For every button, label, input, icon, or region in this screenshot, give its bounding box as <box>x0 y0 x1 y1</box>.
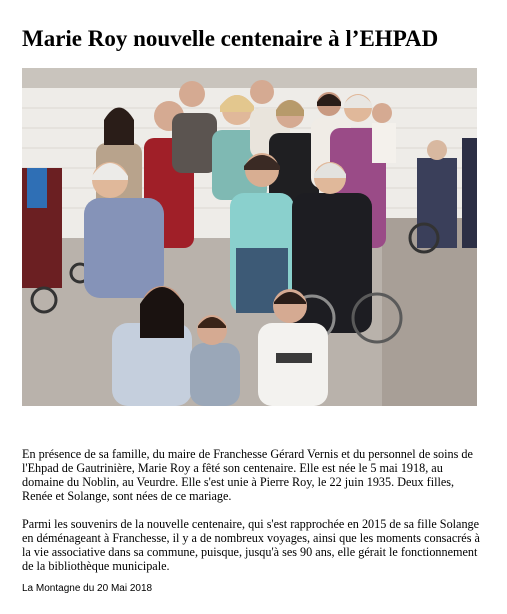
article-title: Marie Roy nouvelle centenaire à l’EHPAD <box>22 26 439 51</box>
article-source: La Montagne du 20 Mai 2018 <box>22 583 153 594</box>
article-paragraph-2: Parmi les souvenirs de la nouvelle centenaire, qui s'est rapprochée en 2015 de sa fille Solange en déménageant à Franchesse, il y a de nombreux voyages, ainsi que les moments consacrés à la vie associative dans sa commune, puisque, jusqu'à ses 90 ans, elle gérait le fonctionnement de la bibliothèque municipale. <box>22 517 480 573</box>
article-paragraph-1: En présence de sa famille, du maire de Franchesse Gérard Vernis et du personnel de soins de l'Ehpad de Gautrinière, Marie Roy a fêté son centenaire. Elle est née le 5 mai 1918, au domaine du Noblin, au Veurdre. Elle s'est unie à Pierre Roy, le 22 juin 1935. Deux filles, Renée et Solange, sont nées de ce mariage. <box>22 447 473 503</box>
group-photo <box>22 68 477 406</box>
